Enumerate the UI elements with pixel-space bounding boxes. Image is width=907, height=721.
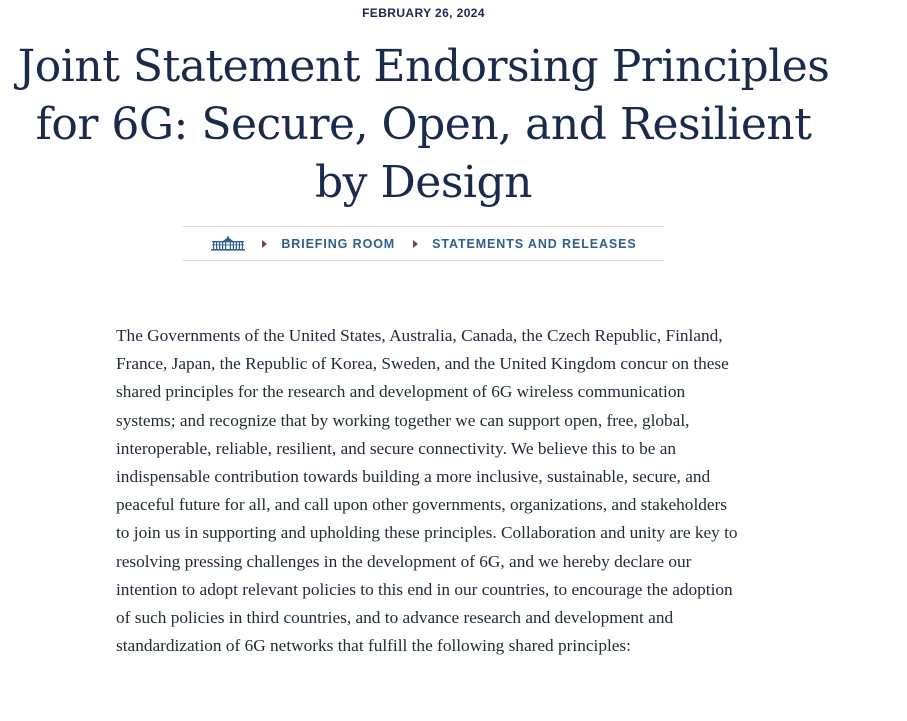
page-title: Joint Statement Endorsing Principles for 6G: Secure, Open, and Resilient by Design [17,41,830,208]
breadcrumb-statements-releases-link[interactable]: STATEMENTS AND RELEASES [432,236,637,251]
white-house-icon-graphic [210,236,246,251]
triangle-right-icon [413,240,418,248]
breadcrumb-briefing-room-link[interactable]: BRIEFING ROOM [281,236,396,251]
white-house-icon[interactable] [210,236,246,251]
article-body-paragraph: The Governments of the United States, Australia, Canada, the Czech Republic, Finland, France, Japan, the Republic of Korea, Sweden, and the United Kingdom concur on these shared principles for the research and development of 6G wireless communication systems; and recognize that by working together we can support open, free, global, interoperable, reliable, resilient, and secure connectivity. We believe this to be an indispensable contribution towards building a more inclusive, sustainable, secure, and peaceful future for all, and call upon other governments, organizations, and stakeholders to join us in supporting and upholding these principles. Collaboration and unity are key to resolving pressing challenges in the development of 6G, and we hereby declare our intention to adopt relevant policies to this end in our countries, to encourage the adoption of such policies in third countries, and to advance research and development and standardization of 6G networks that fulfill the following shared principles: [116,326,738,656]
triangle-right-icon [262,240,267,248]
publish-date: FEBRUARY 26, 2024 [362,6,485,20]
breadcrumb [183,226,664,261]
